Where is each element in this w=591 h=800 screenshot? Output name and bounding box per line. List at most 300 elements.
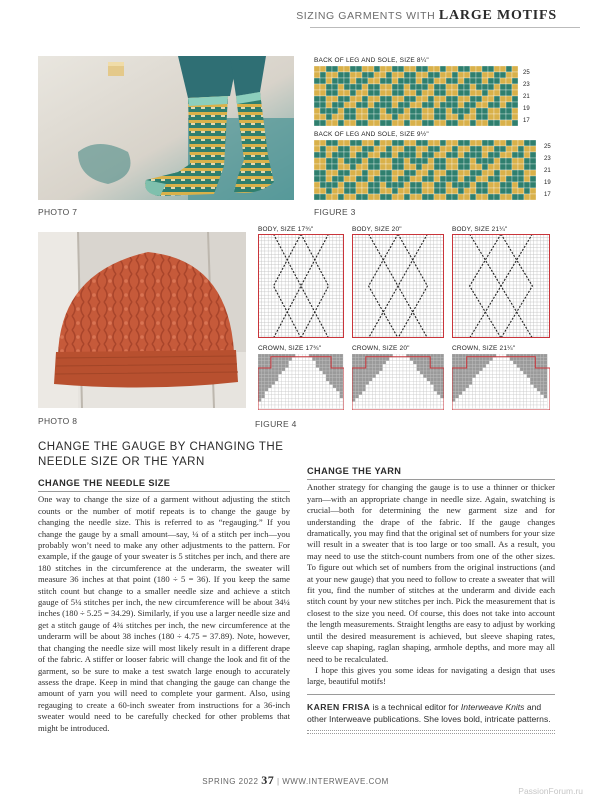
chart-cell [410,388,413,391]
chart-cell [437,374,440,377]
chart-cell [258,364,261,367]
chart-cell [520,361,523,364]
chart-cell [544,361,547,364]
chart-cell [344,90,350,96]
chart-cell [302,361,305,364]
chart-cell [336,395,339,398]
chart-cell [459,378,462,381]
chart-cell [393,405,396,408]
chart-cell [265,385,268,388]
chart-cell [423,371,426,374]
chart-cell [479,381,482,384]
chart-cell [295,371,298,374]
chart-cell [446,176,452,182]
figure-3-top-row-numbers [523,66,543,126]
chart-cell [452,90,458,96]
chart-cell [544,402,547,405]
chart-cell [386,120,392,126]
chart-cell [527,402,530,405]
chart-cell [362,72,368,78]
chart-cell [440,405,443,408]
chart-cell [362,140,368,146]
chart-cell [494,102,500,108]
chart-cell [494,164,500,170]
chart-cell [422,114,428,120]
chart-cell [406,368,409,371]
chart-cell [476,364,479,367]
chart-cell [420,388,423,391]
chart-cell [427,378,430,381]
chart-cell [417,361,420,364]
chart-cell [320,72,326,78]
chart-cell [333,381,336,384]
chart-cell [466,378,469,381]
chart-cell [398,146,404,152]
chart-cell [258,378,261,381]
chart-cell [506,84,512,90]
chart-cell [422,164,428,170]
chart-cell [403,374,406,377]
chart-cell [306,374,309,377]
chart-cell [470,158,476,164]
chart-cell [524,188,530,194]
chart-cell [518,158,524,164]
chart-cell [380,120,386,126]
chart-cell [302,395,305,398]
chart-cell [489,371,492,374]
chart-cell [446,66,452,72]
chart-cell [278,385,281,388]
chart-cell [309,368,312,371]
chart-cell [517,395,520,398]
chart-cell [326,391,329,394]
chart-cell [386,402,389,405]
chart-cell [476,194,482,200]
chart-cell [372,395,375,398]
chart-cell [506,176,512,182]
chart-cell [275,371,278,374]
chart-cell [320,182,326,188]
chart-cell [309,388,312,391]
figure-3-bottom-row-numbers [544,140,564,200]
chart-cell [398,114,404,120]
chart-cell [523,381,526,384]
chart-cell [275,385,278,388]
chart-cell [320,152,326,158]
chart-cell [422,120,428,126]
chart-cell [336,378,339,381]
chart-cell [544,395,547,398]
chart-cell [455,395,458,398]
chart-cell [309,361,312,364]
chart-cell [530,140,536,146]
chart-cell [319,388,322,391]
chart-cell [302,385,305,388]
chart-cell [292,381,295,384]
chart-cell [410,364,413,367]
chart-cell [512,152,518,158]
chart-cell [479,357,482,360]
photo-7-socks [38,56,294,200]
chart-cell [380,152,386,158]
chart-cell [386,368,389,371]
chart-cell [386,140,392,146]
chart-cell [282,361,285,364]
chart-cell [518,194,524,200]
chart-cell [326,182,332,188]
chart-cell [479,385,482,388]
chart-cell [483,395,486,398]
chart-cell [434,361,437,364]
chart-cell [520,391,523,394]
chart-cell [336,388,339,391]
chart-cell [362,402,365,405]
chart-cell [332,140,338,146]
chart-cell [319,364,322,367]
chart-cell [464,102,470,108]
chart-cell [440,120,446,126]
chart-cell [368,170,374,176]
chart-cell [420,368,423,371]
chart-cell [309,391,312,394]
chart-cell [413,405,416,408]
chart-cell [410,90,416,96]
chart-cell [537,391,540,394]
chart-cell [404,182,410,188]
chart-cell [544,371,547,374]
chart-cell [383,398,386,401]
chart-cell [430,361,433,364]
chart-cell [486,388,489,391]
chart-cell [430,381,433,384]
chart-cell [352,378,355,381]
chart-cell [523,378,526,381]
chart-cell [437,385,440,388]
chart-cell [366,371,369,374]
chart-cell [338,84,344,90]
row-number: 25 [544,144,551,150]
chart-cell [500,368,503,371]
chart-cell [396,391,399,394]
chart-cell [380,176,386,182]
chart-cell [410,378,413,381]
chart-cell [344,102,350,108]
author-bio [307,701,555,725]
chart-cell [427,381,430,384]
chart-cell [540,357,543,360]
chart-cell [359,391,362,394]
chart-cell [386,164,392,170]
chart-cell [302,357,305,360]
chart-cell [338,96,344,102]
chart-cell [534,381,537,384]
chart-cell [482,170,488,176]
chart-cell [523,361,526,364]
chart-cell [512,146,518,152]
chart-cell [476,158,482,164]
chart-cell [338,108,344,114]
chart-cell [476,368,479,371]
chart-cell [476,164,482,170]
chart-cell [527,371,530,374]
chart-cell [434,96,440,102]
chart-cell [403,385,406,388]
chart-cell [423,395,426,398]
chart-cell [494,84,500,90]
chart-cell [506,152,512,158]
chart-cell [404,72,410,78]
chart-cell [458,194,464,200]
chart-cell [320,188,326,194]
chart-cell [469,364,472,367]
chart-cell [413,402,416,405]
chart-cell [506,164,512,170]
chart-cell [440,398,443,401]
chart-cell [292,405,295,408]
chart-cell [326,72,332,78]
chart-cell [320,176,326,182]
chart-cell [368,194,374,200]
chart-cell [350,120,356,126]
chart-cell [470,90,476,96]
chart-cell [362,385,365,388]
chart-cell [472,398,475,401]
chart-cell [289,395,292,398]
chart-cell [440,391,443,394]
chart-cell [428,140,434,146]
chart-cell [466,357,469,360]
chart-cell [482,84,488,90]
chart-cell [312,371,315,374]
chart-cell [366,378,369,381]
chart-cell [374,108,380,114]
chart-cell [458,114,464,120]
chart-cell [440,72,446,78]
chart-cell [261,364,264,367]
chart-cell [464,176,470,182]
figure-4-body-label-1: BODY, SIZE 17¾" [258,226,314,233]
chart-cell [404,164,410,170]
chart-cell [403,364,406,367]
chart-cell [464,158,470,164]
chart-cell [437,395,440,398]
chart-cell [423,385,426,388]
chart-cell [389,402,392,405]
chart-cell [440,361,443,364]
chart-cell [295,405,298,408]
chart-cell [464,164,470,170]
chart-cell [422,90,428,96]
chart-cell [272,405,275,408]
chart-cell [469,388,472,391]
chart-cell [428,194,434,200]
chart-cell [470,78,476,84]
chart-cell [268,371,271,374]
chart-cell [470,114,476,120]
chart-cell [440,158,446,164]
chart-cell [299,361,302,364]
chart-cell [316,374,319,377]
chart-cell [314,102,320,108]
chart-cell [368,96,374,102]
chart-cell [472,381,475,384]
chart-cell [489,391,492,394]
chart-cell [410,170,416,176]
chart-cell [513,398,516,401]
chart-cell [530,182,536,188]
chart-cell [496,371,499,374]
chart-cell [488,182,494,188]
chart-cell [383,381,386,384]
chart-cell [459,354,462,357]
chart-cell [470,108,476,114]
chart-cell [389,381,392,384]
chart-cell [455,398,458,401]
chart-cell [265,405,268,408]
figure-3-caption: FIGURE 3 [314,207,356,217]
chart-cell [512,72,518,78]
chart-cell [258,391,261,394]
chart-cell [261,391,264,394]
chart-cell [472,405,475,408]
chart-cell [320,114,326,120]
chart-cell [523,371,526,374]
chart-cell [302,364,305,367]
chart-cell [523,388,526,391]
chart-cell [285,402,288,405]
chart-cell [440,364,443,367]
figure-3-bottom-colorwork-chart [314,140,540,200]
chart-cell [362,108,368,114]
chart-cell [446,152,452,158]
chart-cell [446,114,452,120]
chart-cell [517,368,520,371]
chart-cell [488,72,494,78]
chart-cell [344,152,350,158]
chart-cell [285,371,288,374]
chart-cell [410,72,416,78]
chart-cell [393,368,396,371]
chart-cell [446,170,452,176]
chart-cell [336,381,339,384]
chart-cell [355,378,358,381]
chart-cell [470,188,476,194]
chart-cell [486,402,489,405]
chart-cell [540,361,543,364]
chart-cell [338,146,344,152]
chart-cell [359,374,362,377]
chart-cell [379,391,382,394]
chart-cell [500,158,506,164]
chart-cell [350,188,356,194]
chart-cell [261,395,264,398]
chart-cell [540,402,543,405]
chart-cell [332,182,338,188]
header-prefix: SIZING GARMENTS WITH [296,10,439,22]
chart-cell [479,391,482,394]
chart-cell [452,194,458,200]
chart-cell [326,381,329,384]
chart-cell [500,405,503,408]
chart-cell [323,391,326,394]
chart-cell [506,140,512,146]
chart-cell [326,357,329,360]
chart-cell [452,146,458,152]
chart-cell [466,361,469,364]
chart-cell [530,371,533,374]
chart-cell [404,120,410,126]
chart-cell [268,388,271,391]
chart-cell [386,102,392,108]
chart-cell [540,398,543,401]
chart-cell [289,405,292,408]
chart-cell [417,378,420,381]
chart-cell [369,402,372,405]
chart-cell [489,368,492,371]
chart-cell [544,391,547,394]
chart-cell [423,402,426,405]
chart-cell [333,371,336,374]
chart-cell [376,378,379,381]
chart-cell [466,391,469,394]
chart-cell [362,391,365,394]
chart-cell [452,364,455,367]
chart-cell [386,146,392,152]
chart-cell [540,378,543,381]
chart-cell [434,364,437,367]
chart-cell [261,398,264,401]
chart-cell [440,140,446,146]
chart-cell [427,402,430,405]
chart-cell [428,152,434,158]
chart-cell [393,388,396,391]
chart-cell [517,388,520,391]
chart-cell [326,398,329,401]
chart-cell [472,368,475,371]
chart-cell [261,405,264,408]
chart-cell [430,391,433,394]
chart-cell [320,102,326,108]
chart-cell [403,391,406,394]
chart-cell [362,405,365,408]
chart-cell [500,140,506,146]
chart-cell [417,395,420,398]
chart-cell [282,405,285,408]
chart-cell [326,395,329,398]
chart-cell [513,364,516,367]
chart-cell [389,361,392,364]
chart-cell [466,364,469,367]
chart-cell [359,395,362,398]
chart-cell [423,388,426,391]
photo-8-caption: PHOTO 8 [38,416,78,426]
chart-cell [340,378,343,381]
chart-cell [386,158,392,164]
chart-cell [452,72,458,78]
chart-cell [482,114,488,120]
chart-cell [386,391,389,394]
chart-cell [366,374,369,377]
chart-cell [434,170,440,176]
chart-cell [398,102,404,108]
chart-cell [512,176,518,182]
chart-cell [493,357,496,360]
page-footer: SPRING 2022 37 | WWW.INTERWEAVE.COM [202,773,389,787]
chart-cell [520,395,523,398]
chart-cell [368,114,374,120]
chart-cell [265,402,268,405]
chart-cell [383,378,386,381]
